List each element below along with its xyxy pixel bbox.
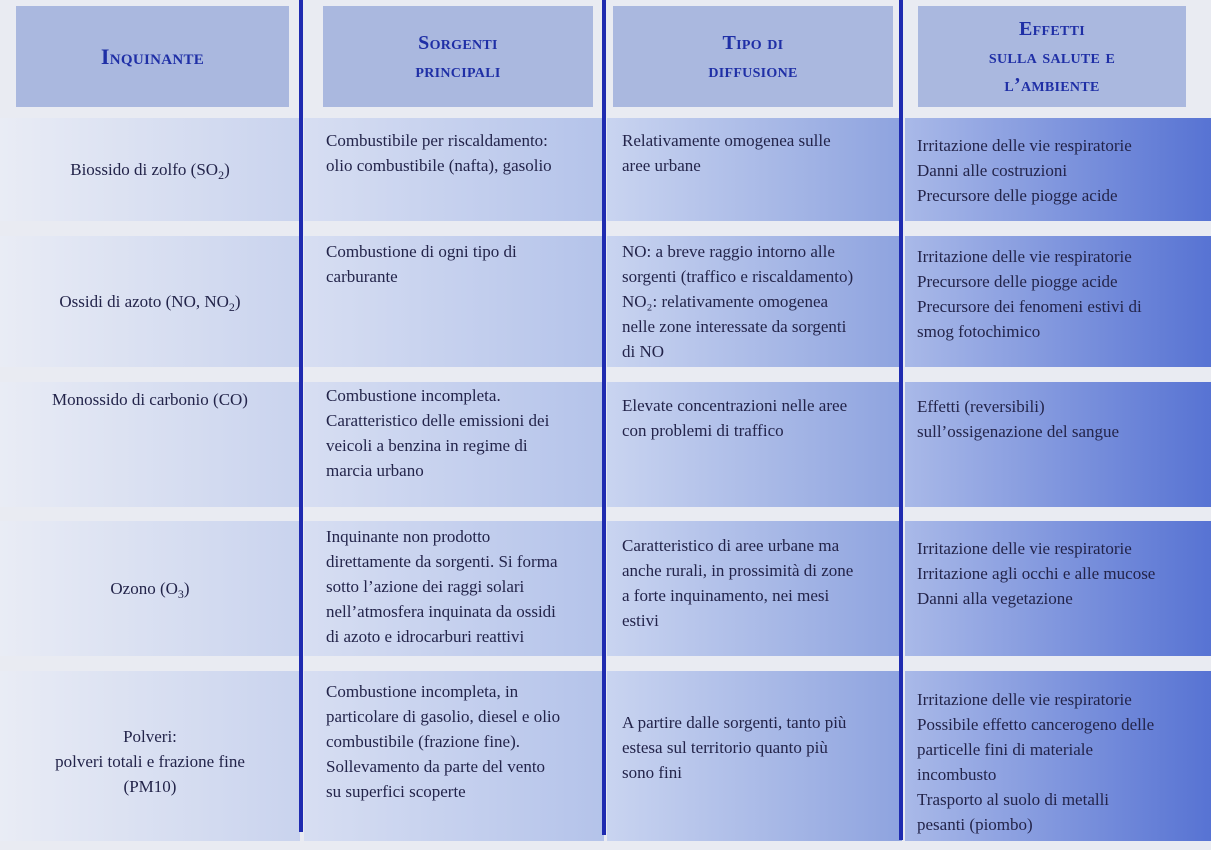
- pollutant-name: [0, 289, 300, 314]
- diffusion-line: NO: a breve raggio intorno alle: [622, 242, 835, 261]
- diffusion-cell: [622, 533, 853, 633]
- header-line: principali: [415, 59, 501, 82]
- pollutant-name: [0, 724, 300, 749]
- sources-line: particolare di gasolio, diesel e olio: [326, 707, 561, 726]
- effects-line: Irritazione agli occhi e alle mucose: [917, 564, 1156, 583]
- diffusion-cell: [622, 239, 853, 364]
- effects-cell: [917, 536, 1155, 611]
- diffusion-line: NO₂: relativamente omogenea: [622, 292, 829, 311]
- pollutant-cell: [0, 157, 300, 182]
- diffusion-line: aree urbane: [622, 156, 701, 175]
- diffusion-line: nelle zone interessate da sorgenti: [622, 317, 847, 336]
- subscript: 2: [228, 300, 235, 314]
- effects-line: pesanti (piombo): [917, 815, 1033, 834]
- sources-line: combustibile (frazione fine).: [326, 732, 521, 751]
- pollutant-name: [0, 774, 300, 799]
- pollutant-text: Monossido di carbonio (CO): [52, 390, 248, 409]
- pollutant-name: [0, 157, 300, 182]
- effects-line: Precursore delle piogge acide: [917, 272, 1118, 291]
- pollutant-text: Ozono (O: [110, 579, 178, 598]
- diffusion-line: sorgenti (traffico e riscaldamento): [622, 267, 854, 286]
- pollutant-text-end: ): [224, 160, 230, 179]
- effects-line: Precursore dei fenomeni estivi di: [917, 297, 1142, 316]
- effects-cell: [917, 133, 1132, 208]
- pollutant-name: [0, 576, 300, 601]
- effects-line: Precursore delle piogge acide: [917, 186, 1118, 205]
- pollutant-text: Ossidi di azoto (NO, NO: [59, 292, 229, 311]
- pollutant-cell: [0, 387, 300, 412]
- sources-line: su superfici scoperte: [326, 782, 466, 801]
- diffusion-cell: [622, 710, 846, 785]
- sources-cell: [326, 383, 549, 483]
- effects-line: Irritazione delle vie respiratorie: [917, 136, 1132, 155]
- header-cell-1: [323, 6, 593, 107]
- diffusion-line: a forte inquinamento, nei mesi: [622, 586, 830, 605]
- effects-line: Danni alla vegetazione: [917, 589, 1073, 608]
- effects-line: Irritazione delle vie respiratorie: [917, 539, 1132, 558]
- effects-line: Irritazione delle vie respiratorie: [917, 247, 1132, 266]
- effects-cell: [917, 687, 1154, 837]
- header-line: Sorgenti: [418, 31, 498, 54]
- sources-cell: [326, 239, 517, 289]
- pollutant-text-end: ): [234, 292, 241, 311]
- sources-cell: [326, 524, 557, 649]
- diffusion-line: anche rurali, in prossimità di zone: [622, 561, 854, 580]
- sources-line: di azoto e idrocarburi reattivi: [326, 627, 525, 646]
- diffusion-line: A partire dalle sorgenti, tanto più: [622, 713, 847, 732]
- column-separator: [899, 0, 903, 840]
- sources-line: Combustione di ogni tipo di: [326, 242, 517, 261]
- header-line: Tipo di: [722, 31, 784, 54]
- effects-line: Irritazione delle vie respiratorie: [917, 690, 1132, 709]
- sources-line: Combustione incompleta.: [326, 386, 501, 405]
- subscript: 2: [218, 168, 225, 182]
- sources-line: olio combustibile (nafta), gasolio: [326, 156, 552, 175]
- sources-line: Caratteristico delle emissioni dei: [326, 411, 550, 430]
- header-cell-0: [16, 6, 289, 107]
- sources-cell: [326, 679, 560, 804]
- pollutant-cell: [0, 576, 300, 601]
- pollutant-cell: [0, 289, 300, 314]
- effects-line: Effetti (reversibili): [917, 397, 1045, 416]
- sources-line: veicoli a benzina in regime di: [326, 436, 528, 455]
- effects-line: smog fotochimico: [917, 322, 1041, 341]
- sources-line: Inquinante non prodotto: [326, 527, 491, 546]
- diffusion-cell: [622, 393, 847, 443]
- effects-line: Danni alle costruzioni: [917, 161, 1068, 180]
- pollutant-name: [0, 749, 300, 774]
- sources-cell: [326, 128, 552, 178]
- effects-line: particelle fini di materiale: [917, 740, 1094, 759]
- sources-line: direttamente da sorgenti. Si forma: [326, 552, 558, 571]
- sources-line: Combustibile per riscaldamento:: [326, 131, 548, 150]
- pollutant-text: Polveri:: [123, 726, 177, 746]
- effects-line: sull’ossigenazione del sangue: [917, 422, 1120, 441]
- sources-line: nell’atmosfera inquinata da ossidi: [326, 602, 556, 621]
- diffusion-line: sono fini: [622, 763, 682, 782]
- header-line: sulla salute e: [988, 45, 1116, 68]
- effects-line: Possibile effetto cancerogeno delle: [917, 715, 1155, 734]
- column-separator: [299, 0, 303, 832]
- subscript: 3: [177, 587, 184, 601]
- effects-cell: [917, 244, 1142, 344]
- header-line: diffusione: [708, 59, 798, 82]
- header-cell-2: [613, 6, 893, 107]
- diffusion-line: Elevate concentrazioni nelle aree: [622, 396, 848, 415]
- pollutant-text: polveri totali e frazione fine: [55, 751, 245, 771]
- sources-line: marcia urbano: [326, 461, 424, 480]
- pollutant-cell: [0, 724, 300, 799]
- sources-line: carburante: [326, 267, 398, 286]
- effects-line: incombusto: [917, 765, 997, 784]
- diffusion-line: Caratteristico di aree urbane ma: [622, 536, 840, 555]
- column-separator: [602, 0, 606, 835]
- diffusion-line: Relativamente omogenea sulle: [622, 131, 831, 150]
- diffusion-line: estivi: [622, 611, 659, 630]
- header-line: Effetti: [1018, 17, 1085, 40]
- sources-line: Sollevamento da parte del vento: [326, 757, 546, 776]
- header-line: Inquinante: [100, 43, 205, 69]
- sources-line: sotto l’azione dei raggi solari: [326, 577, 525, 596]
- diffusion-line: con problemi di traffico: [622, 421, 784, 440]
- pollutant-text-end: ): [183, 579, 190, 598]
- pollutant-name: [0, 387, 300, 412]
- diffusion-line: di NO: [622, 342, 665, 361]
- effects-line: Trasporto al suolo di metalli: [917, 790, 1110, 809]
- pollutant-text: Biossido di zolfo (SO: [70, 160, 219, 179]
- header-line: l’ambiente: [1004, 73, 1100, 96]
- sources-line: Combustione incompleta, in: [326, 682, 519, 701]
- diffusion-line: estesa sul territorio quanto più: [622, 738, 828, 757]
- header-cell-3: [918, 6, 1186, 107]
- effects-cell: [917, 394, 1119, 444]
- diffusion-cell: [622, 128, 831, 178]
- pollutant-text: (PM10): [123, 776, 177, 796]
